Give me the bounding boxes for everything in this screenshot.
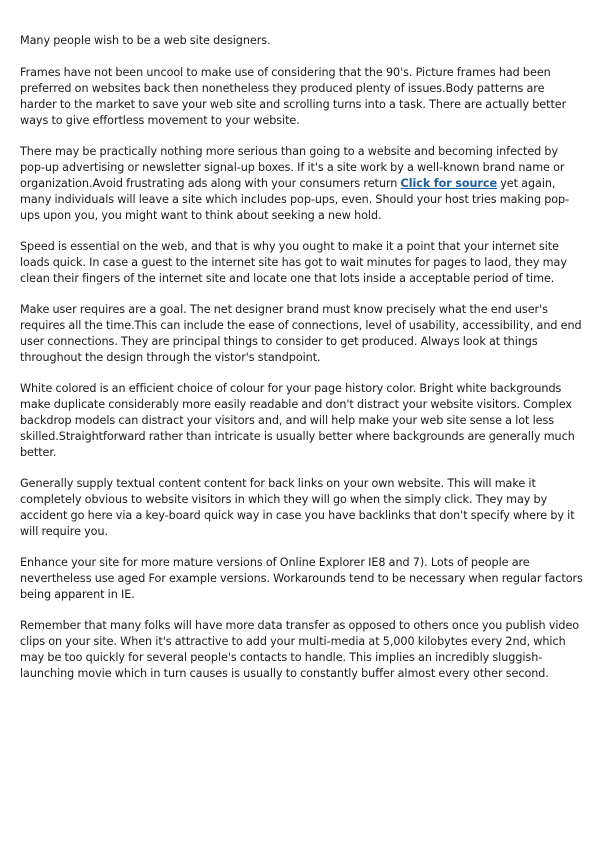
paragraph-user-requires: Make user requires are a goal. The net designer brand must know precisely what the end user's requires all the time.This can include the ease of connections, level of usability, accessibility, and end user connections. They are principal things to consider to get produced. Always look at things throughout the design through the vistor's standpoint. — [20, 303, 582, 364]
document-body — [20, 33, 584, 697]
paragraph-intro: Many people wish to be a web site designers. — [20, 34, 271, 47]
paragraph-video-clips: Remember that many folks will have more data transfer as opposed to others once you publish video clips on your site. When it's attractive to add your multi-media at 5,000 kilobytes every 2nd, which may be too quickly for several people's contacts to handle. This implies an incredibly sluggish-launching movie which in turn causes is usually to constantly buffer almost every other second. — [20, 619, 580, 680]
click-for-source-link[interactable]: Click for source — [400, 177, 497, 190]
paragraph-frames: Frames have not been uncool to make use of considering that the 90's. Picture frames had been preferred on websites back then nonetheless they produced plenty of issues.Body patterns are harder to the market to save your web site and scrolling turns into a task. There are actually better ways to give effortless movement to your website. — [20, 66, 567, 127]
paragraph-popups — [20, 144, 584, 224]
paragraph-internet-explorer: Enhance your site for more mature versions of Online Explorer IE8 and 7). Lots of people are nevertheless use aged For example versions. Workarounds tend to be necessary when regular factors being apparent in IE. — [20, 556, 583, 601]
paragraph-speed: Speed is essential on the web, and that is why you ought to make it a point that your internet site loads quick. In case a guest to the internet site has got to wait minutes for pages to laod, they may clean their fingers of the internet site and locate one that lots inside a acceptable period of time. — [20, 240, 567, 285]
paragraph-white-background: White colored is an efficient choice of colour for your page history color. Bright white backgrounds make duplicate considerably more easily readable and don't distract your website visitors. Complex backdrop models can distract your visitors and, and will help make your web site sense a lot less skilled.Straightforward rather than intricate is usually better where backgrounds are generally much better. — [20, 382, 575, 459]
paragraph-link-text: Generally supply textual content content for back links on your own website. This will make it completely obvious to website visitors in which they will go when the simply click. They may by accident go here via a key-board quick way in case you have backlinks that don't specify where by it will require you. — [20, 477, 575, 538]
paragraph-popups-text-before: There may be practically nothing more serious than going to a website and becoming infected by pop-up advertising or newsletter signal-up boxes. If it's a site work by a well-known brand name or organization.Avoid frustrating ads along with your consumers return — [20, 145, 565, 190]
paragraph-popups-text-after: yet again, many individuals will leave a site which includes pop-ups, even. Should your host tries making pop-ups upon you, you might want to think about seeking a new hold. — [20, 177, 570, 222]
